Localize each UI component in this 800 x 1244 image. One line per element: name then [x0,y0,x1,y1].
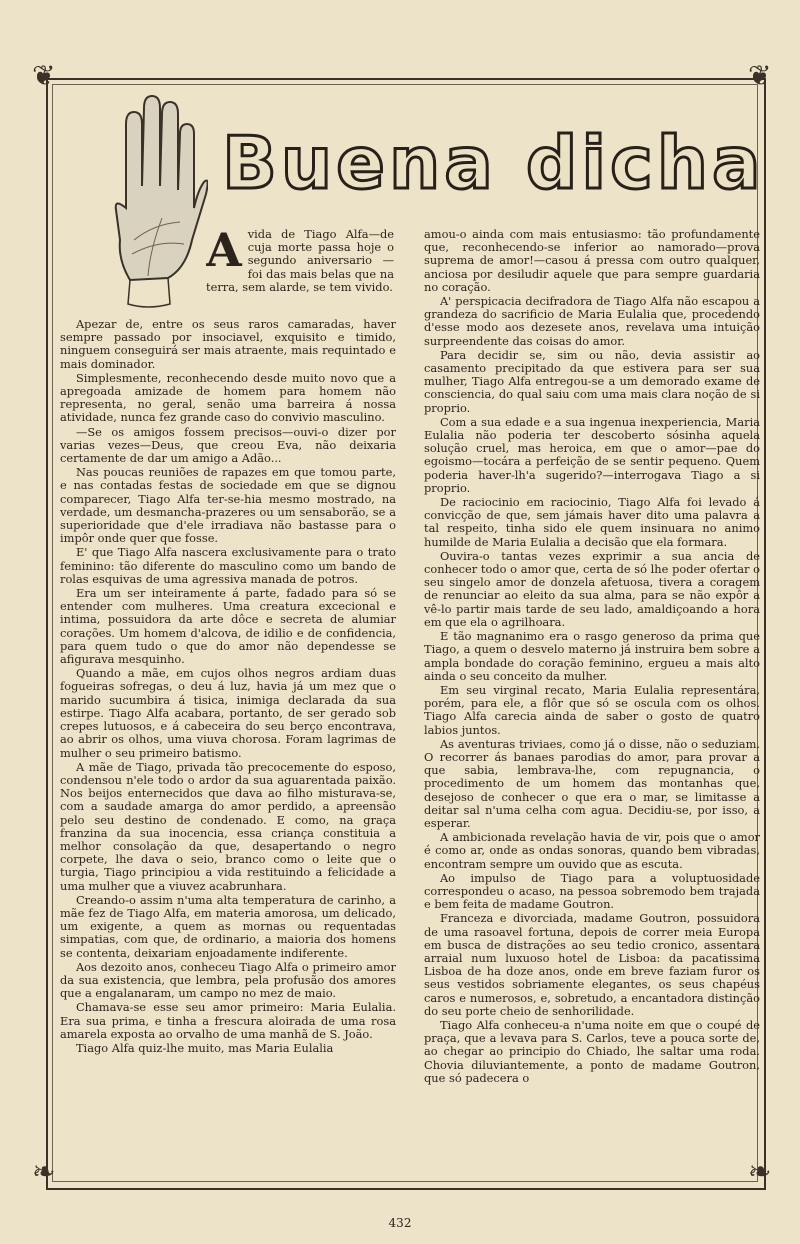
paragraph: Ouvira-o tantas vezes exprimir a sua ancia de conhecer todo o amor que, certa de só lhe poder ofertar o seu singelo amor de donzela afetuosa, tivera a coragem de renunciar ao eleito da sua alma, para se não expôr a vê-lo partir mais tarde de seu lado, amaldiçoando a hora em que ela o agrilhoara. [424,548,760,629]
paragraph: amou-o ainda com mais entusiasmo: tão profundamente que, reconhecendo-se inferior ao namorado—prova suprema de amor!—casou á pressa com outro qualquer, anciosa por desiludir aquele que para sempre guardaria no coração. [424,228,760,294]
article-right-column [424,228,760,1176]
paragraph: Com a sua edade e a sua ingenua inexperiencia, Maria Eulalia não poderia ter descoberto sósinha aquela solução cruel, mas heroica, em que o amor—pae do egoismo—tocára a perfeição de se sentir pequeno. Quem poderia haver-lh'a sugerido?—interrogava Tiago a si proprio. [424,414,760,495]
paragraph: A' perspicacia decifradora de Tiago Alfa não escapou a grandeza do sacrificio de Maria Eulalia que, procedendo d'esse modo aos dezesete anos, revelava uma intuição surpreendente das coisas do amor. [424,294,760,348]
paragraph: E' que Tiago Alfa nascera exclusivamente para o trato feminino: tão diferente do masculino como um bando de rolas esquivas de uma agressiva manada de potros. [60,545,396,586]
paragraph: Simplesmente, reconhecendo desde muito novo que a apregoada amizade de homem para homem não representa, no geral, senão uma barreira á nossa atividade, nunca fez grande caso do convivio masculino. [60,370,396,425]
paragraph: Apezar de, entre os seus raros camaradas, haver sempre passado por insociavel, exquisito e timido, ninguem conseguirá ser mais atraente, mais requintado e mais dominador. [60,318,396,371]
paragraph: As aventuras triviaes, como já o disse, não o seduziam. O recorrer ás banaes parodias do amor, para provar a que sabia, lembrava-lhe, com repugnancia, o procedimento de um homem das montanhas que, desejoso de conhecer o que era o mar, se limitasse a deitar sal n'uma celha com agua. Decidiu-se, por isso, a esperar. [424,736,760,830]
corner-ornament-icon: ❧ [748,1155,772,1188]
paragraph: Creando-o assim n'uma alta temperatura de carinho, a mãe fez de Tiago Alfa, em materia amorosa, um delicado, um exigente, a quem as mornas ou requentadas simpatias, com que, de ordinario, a maioria dos homens se contenta, deixariam enjoadamente indiferente. [60,892,396,960]
paragraph: Em seu virginal recato, Maria Eulalia representára, porém, para ele, a flôr que só se oscula com os olhos. Tiago Alfa carecia ainda de saber o gosto de quatro labios juntos. [424,682,760,737]
palm-hand-icon [88,90,208,310]
paragraph: Aos dezoito anos, conheceu Tiago Alfa o primeiro amor da sua existencia, que lembra, pela profusão dos amores que a engalanaram, um campo no mez de maio. [60,959,396,1001]
paragraph: —Se os amigos fossem precisos—ouvi-o dizer por varias vezes—Deus, que creou Eva, não deixaria certamente de dar um amigo a Adão... [60,424,396,466]
paragraph: A mãe de Tiago, privada tão precocemente do esposo, condensou n'ele todo o ardor da sua aguarentada paixão. Nos beijos enternecidos que dava ao filho misturava-se, com a saudade amarga do amor perdido, a apreensão pelo seu destino de condenado. E como, na graça franzina da sua inocencia, essa criança constituia a melhor consolação da que, desapertando o negro corpete, lhe dava o seio, branco como o leite que o turgia, Tiago principiou a vida restituindo a felicidade a uma mulher que a viuvez acabrunhara. [60,759,396,893]
paragraph: Quando a mãe, em cujos olhos negros ardiam duas fogueiras sofregas, o deu á luz, havia já um mez que o marido sucumbira á tisica, inimiga declarada da sua estirpe. Tiago Alfa acabara, portanto, de ser gerado sob crepes lutuosos, e á cabeceira do seu berço encontrava, ao abrir os olhos, uma viuva chorosa. Foram lagrimas de mulher o seu primeiro batismo. [60,666,396,760]
paragraph: Franceza e divorciada, madame Goutron, possuidora de uma rasoavel fortuna, depois de correr meia Europa em busca de distrações ao seu tedio cronico, assentara arraial num luxuoso hotel de Lisboa: da pacatissima Lisboa de ha doze anos, onde em breve faziam furor os seus vestidos sobriamente elegantes, os seus chapéus caros e numerosos, e, sobretudo, a encantadora distinção do seu porte cheio de senhorilidade. [424,911,760,1018]
dropcap: A [206,228,242,277]
page-number: 432 [388,1216,412,1230]
corner-ornament-icon: ❦ [32,59,56,92]
paragraph: De raciocinio em raciocinio, Tiago Alfa foi levado á convicção de que, sem jámais haver dito uma palavra a tal respeito, tinha sido ele quem insinuara no animo humilde de Maria Eulalia a decisão que ela formara. [424,495,760,549]
paragraph: Nas poucas reuniões de rapazes em que tomou parte, e nas contadas festas de sociedade em que se dignou comparecer, Tiago Alfa ter-se-hia mesmo mostrado, na verdade, um desmancha-prazeres ou um sensaborão, se a superioridade que d'ele irradiava não bastasse para o impôr onde quer que fosse. [60,465,396,546]
paragraph: A ambicionada revelação havia de vir, pois que o amor é como ar, onde as ondas sonoras, quando bem vibradas, encontram sempre um ouvido que as escuta. [424,830,760,871]
paragraph: Tiago Alfa conheceu-a n'uma noite em que o coupé de praça, que a levava para S. Carlos, teve a pouca sorte de, ao chegar ao principio do Chiado, lhe saltar uma roda. Chovia diluviantemente, a ponto de madame Goutron, que só padecera o [424,1017,760,1085]
article-opening [206,228,394,316]
paragraph: Era um ser inteiramente á parte, fadado para só se entender com mulheres. Uma creatura excecional e intima, possuidora da arte dôce e secreta de alumiar corações. Um homem d'alcova, de idilio e de confidencia, para quem tudo o que do amor não dependesse se afigurava mesquinho. [60,586,396,667]
paragraph: Tiago Alfa quiz-lhe muito, mas Maria Eulalia [75,1040,334,1055]
paragraph: E tão magnanimo era o rasgo generoso da prima que Tiago, a quem o desvelo materno já instruira bem sobre a ampla bondade do coração feminino, ergueu a mais alto ainda o seu conceito da mulher. [424,629,760,683]
article-title: Buena dicha [222,121,765,205]
article-left-column [60,318,396,1176]
paragraph: vida de Tiago Alfa—de cuja morte passa hoje o segundo aniversario —foi das mais belas que na terra, sem alarde, se tem vivido. [206,228,394,294]
paragraph: Chamava-se esse seu amor primeiro: Maria Eulalia. Era sua prima, e tinha a frescura aloirada de uma rosa amarela exposta ao orvalho de uma manhã de S. João. [60,1000,396,1041]
paragraph: Ao impulso de Tiago para a voluptuosidade correspondeu o acaso, na pessoa sobremodo bem trajada e bem feita de madame Goutron. [424,870,760,912]
corner-ornament-icon: ❧ [32,1155,56,1188]
corner-ornament-icon: ❦ [748,59,772,92]
paragraph: Para decidir se, sim ou não, devia assistir ao casamento precipitado da que estivera para ser sua mulher, Tiago Alfa entregou-se a um demorado exame de consciencia, do qual saiu com uma mais clara noção de si proprio. [424,347,760,415]
